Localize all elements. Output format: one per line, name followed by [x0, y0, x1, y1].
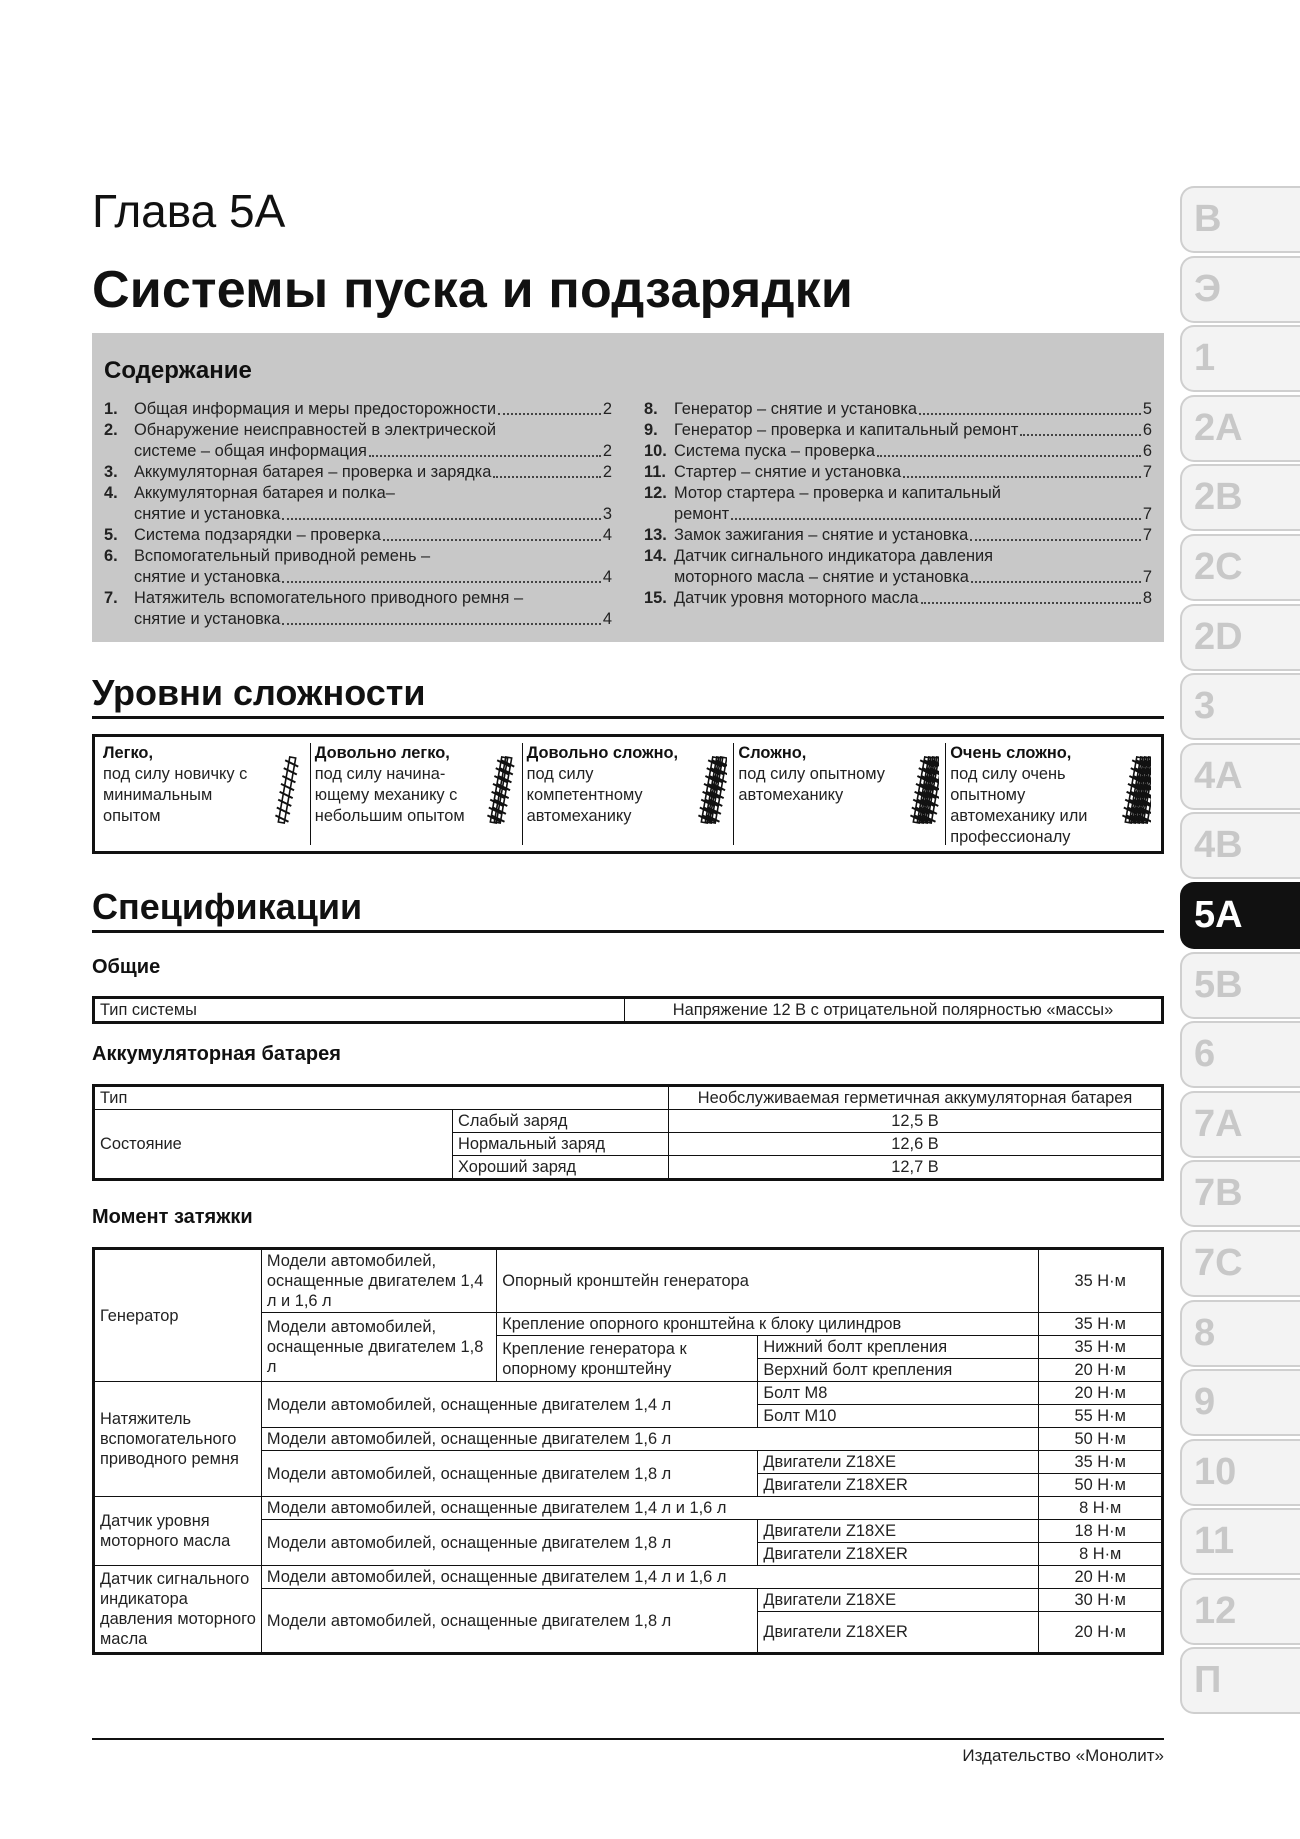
- toc-line-text: Мотор стартера – проверка и капитальный: [674, 484, 1001, 502]
- toc-line: [674, 588, 1152, 609]
- toc-line-text: Обнаружение неисправностей в электрической: [134, 421, 496, 439]
- toc-line: [674, 567, 1152, 588]
- toc-text: [134, 399, 612, 420]
- chapter-tab[interactable]: Э: [1180, 256, 1300, 323]
- toc-text: [674, 525, 1152, 546]
- wrench-icon: [270, 749, 304, 831]
- toc-line-text: системе – общая информация: [134, 442, 367, 460]
- difficulty-level: [523, 743, 735, 845]
- toc-text: [674, 441, 1152, 462]
- table-row: [94, 1249, 1163, 1313]
- specs-heading: Спецификации: [92, 886, 1164, 933]
- table-cell: Тип: [94, 1086, 669, 1110]
- toc-page-number: 8: [1142, 589, 1152, 607]
- toc-page-number: 4: [602, 610, 612, 628]
- toc-line: [134, 588, 612, 609]
- table-cell: 50 Н·м: [1039, 1428, 1163, 1451]
- table-cell: 12,7 В: [669, 1156, 1163, 1180]
- toc-line: [134, 462, 612, 483]
- toc-number: 6.: [104, 547, 118, 565]
- table-cell: Болт M10: [758, 1405, 1039, 1428]
- difficulty-name: Довольно сложно,: [526, 744, 679, 762]
- battery-table: [92, 1084, 1164, 1181]
- toc-item[interactable]: [644, 546, 1152, 588]
- toc-line: [134, 525, 612, 546]
- chapter-label: Глава 5A: [92, 185, 286, 237]
- toc-line-text: Аккумуляторная батарея – проверка и зарядка: [134, 463, 492, 481]
- table-row: [94, 1086, 1163, 1110]
- chapter-tab[interactable]: 1: [1180, 325, 1300, 392]
- table-cell: 55 Н·м: [1039, 1405, 1163, 1428]
- toc-line-text: снятие и установка: [134, 610, 281, 628]
- chapter-tab[interactable]: 3: [1180, 673, 1300, 740]
- toc-page-number: 7: [1142, 505, 1152, 523]
- chapter-tab[interactable]: 7B: [1180, 1160, 1300, 1227]
- difficulty-description: [315, 743, 485, 845]
- wrench-icon: [905, 749, 939, 831]
- toc-line: [674, 483, 1152, 504]
- toc-number: 12.: [644, 484, 667, 502]
- toc-number: 8.: [644, 400, 658, 418]
- toc-line-text: Аккумуляторная батарея и полка–: [134, 484, 395, 502]
- difficulty-description: [103, 743, 273, 845]
- chapter-tab[interactable]: 11: [1180, 1508, 1300, 1575]
- chapter-tab[interactable]: 12: [1180, 1578, 1300, 1645]
- table-cell: Датчик уровня моторного масла: [94, 1497, 262, 1566]
- table-cell: Модели автомобилей, оснащенные двигателем 1,8 л: [261, 1451, 758, 1497]
- toc-text: [674, 483, 1152, 525]
- toc-line: [674, 462, 1152, 483]
- toc-line-text: снятие и установка: [134, 505, 281, 523]
- table-cell: Верхний болт крепления: [758, 1359, 1039, 1382]
- toc-text: [134, 588, 612, 630]
- toc-text: [134, 525, 612, 546]
- difficulty-text: под силу начина-ющему механику с небольшим опытом: [314, 765, 465, 825]
- toc-line: [134, 609, 612, 630]
- toc-line-text: снятие и установка: [134, 568, 281, 586]
- toc-page-number: 5: [1142, 400, 1152, 418]
- wrench-icon: [482, 749, 516, 831]
- toc-line-text: Система пуска – проверка: [674, 442, 876, 460]
- toc-item[interactable]: [104, 399, 612, 420]
- table-cell: Тип системы: [94, 998, 625, 1023]
- toc-item[interactable]: [644, 525, 1152, 546]
- toc-line: [134, 483, 612, 504]
- table-cell: Нормальный заряд: [453, 1133, 669, 1156]
- difficulty-text: под силу новичку с минимальным опытом: [103, 765, 248, 825]
- table-cell: Модели автомобилей, оснащенные двигателем 1,8 л: [261, 1520, 758, 1566]
- difficulty-text: под силу очень опытному автомеханику или профессионалу: [950, 765, 1088, 846]
- difficulty-description: [950, 743, 1120, 845]
- toc-page-number: 6: [1142, 442, 1152, 460]
- toc-number: 4.: [104, 484, 118, 502]
- table-cell: 12,6 В: [669, 1133, 1163, 1156]
- difficulty-text: под силу опытному автомеханику: [738, 765, 885, 804]
- toc-line-text: Датчик уровня моторного масла: [674, 589, 919, 607]
- footer-divider: [92, 1738, 1164, 1740]
- chapter-tab[interactable]: 9: [1180, 1369, 1300, 1436]
- toc-text: [134, 546, 612, 588]
- table-cell: Модели автомобилей, оснащенные двигателем 1,6 л: [261, 1428, 1039, 1451]
- toc-page-number: 7: [1142, 526, 1152, 544]
- toc-page-number: 3: [602, 505, 612, 523]
- toc-line: [674, 399, 1152, 420]
- table-cell: Двигатели Z18XE: [758, 1451, 1039, 1474]
- table-cell: 20 Н·м: [1039, 1566, 1163, 1589]
- chapter-tab[interactable]: 10: [1180, 1439, 1300, 1506]
- toc-item[interactable]: [644, 588, 1152, 609]
- table-cell: 30 Н·м: [1039, 1589, 1163, 1612]
- toc-line: [674, 420, 1152, 441]
- toc-number: 10.: [644, 442, 667, 460]
- table-cell: Двигатели Z18XER: [758, 1543, 1039, 1566]
- difficulty-level: [311, 743, 523, 845]
- toc-text: [134, 483, 612, 525]
- toc-number: 9.: [644, 421, 658, 439]
- table-cell: Модели автомобилей, оснащенные двигателем 1,8 л: [261, 1589, 758, 1654]
- table-cell: Хороший заряд: [453, 1156, 669, 1180]
- toc-item[interactable]: [104, 546, 612, 588]
- toc-line-text: Вспомогательный приводной ремень –: [134, 547, 431, 565]
- table-row: [94, 1110, 1163, 1133]
- table-cell: Крепление генератора к опорному кронштейну: [497, 1336, 758, 1382]
- difficulty-name: Сложно,: [738, 744, 807, 762]
- toc-line: [134, 420, 612, 441]
- toc-left-column: [104, 399, 612, 630]
- table-cell: Модели автомобилей, оснащенные двигателем 1,4 л и 1,6 л: [261, 1566, 1039, 1589]
- toc-text: [134, 462, 612, 483]
- table-cell: 20 Н·м: [1039, 1382, 1163, 1405]
- toc-leader-dots: [971, 567, 1141, 583]
- table-cell: 35 Н·м: [1039, 1451, 1163, 1474]
- table-cell: 18 Н·м: [1039, 1520, 1163, 1543]
- toc-leader-dots: [731, 504, 1141, 520]
- chapter-tab[interactable]: 5B: [1180, 952, 1300, 1019]
- difficulty-levels: [92, 734, 1164, 854]
- table-cell: 20 Н·м: [1039, 1612, 1163, 1654]
- toc-page-number: 7: [1142, 463, 1152, 481]
- toc-number: 11.: [644, 463, 666, 481]
- toc-item[interactable]: [104, 483, 612, 525]
- chapter-tab[interactable]: П: [1180, 1647, 1300, 1714]
- battery-subhead: Аккумуляторная батарея: [92, 1043, 341, 1065]
- table-cell: Нижний болт крепления: [758, 1336, 1039, 1359]
- toc-item[interactable]: [644, 462, 1152, 483]
- table-cell: 35 Н·м: [1039, 1249, 1163, 1313]
- toc-line: [134, 399, 612, 420]
- toc-text: [134, 420, 612, 462]
- toc-line: [134, 567, 612, 588]
- table-cell: Двигатели Z18XER: [758, 1612, 1039, 1654]
- toc-line-text: Генератор – проверка и капитальный ремонт: [674, 421, 1019, 439]
- table-cell: Болт M8: [758, 1382, 1039, 1405]
- toc-item[interactable]: [104, 420, 612, 462]
- toc-line-text: Стартер – снятие и установка: [674, 463, 902, 481]
- table-cell: 35 Н·м: [1039, 1336, 1163, 1359]
- chapter-tab[interactable]: 2A: [1180, 395, 1300, 462]
- difficulty-name: Легко,: [103, 744, 153, 762]
- toc-page-number: 6: [1142, 421, 1152, 439]
- toc-leader-dots: [921, 588, 1141, 604]
- toc-number: 15.: [644, 589, 667, 607]
- toc-item[interactable]: [644, 483, 1152, 525]
- chapter-tab[interactable]: 6: [1180, 1021, 1300, 1088]
- toc-page-number: 2: [602, 463, 612, 481]
- toc-line-text: Система подзарядки – проверка: [134, 526, 381, 544]
- toc-leader-dots: [493, 462, 601, 478]
- toc-page-number: 2: [602, 442, 612, 460]
- toc-item[interactable]: [104, 462, 612, 483]
- table-cell: Модели автомобилей, оснащенные двигателем 1,4 л и 1,6 л: [261, 1497, 1039, 1520]
- table-cell: Датчик сигнального индикатора давления моторного масла: [94, 1566, 262, 1654]
- toc-leader-dots: [1020, 420, 1140, 436]
- toc-line-text: Датчик сигнального индикатора давления: [674, 547, 994, 565]
- table-cell: Напряжение 12 В с отрицательной полярностью «массы»: [625, 998, 1163, 1023]
- torque-subhead: Момент затяжки: [92, 1206, 253, 1228]
- toc-leader-dots: [903, 462, 1141, 478]
- toc-text: [674, 399, 1152, 420]
- table-cell: Модели автомобилей, оснащенные двигателем 1,4 л: [261, 1382, 758, 1428]
- toc-leader-dots: [282, 609, 601, 625]
- toc-page-number: 7: [1142, 568, 1152, 586]
- difficulty-text: под силу компетентному автомеханику: [526, 765, 643, 825]
- toc-item[interactable]: [644, 420, 1152, 441]
- toc-text: [674, 420, 1152, 441]
- toc-number: 5.: [104, 526, 118, 544]
- toc-page-number: 4: [602, 568, 612, 586]
- toc-line: [674, 441, 1152, 462]
- table-row: [94, 1497, 1163, 1520]
- toc-leader-dots: [383, 525, 601, 541]
- toc-leader-dots: [970, 525, 1141, 541]
- wrench-icon: [693, 749, 727, 831]
- table-cell: Крепление опорного кронштейна к блоку цилиндров: [497, 1313, 1039, 1336]
- table-cell: Модели автомобилей, оснащенные двигателем 1,8 л: [261, 1313, 496, 1382]
- toc-line-text: Генератор – снятие и установка: [674, 400, 918, 418]
- toc-page-number: 4: [602, 526, 612, 544]
- toc-line: [674, 525, 1152, 546]
- table-cell: 12,5 В: [669, 1110, 1163, 1133]
- chapter-tab[interactable]: 4B: [1180, 812, 1300, 879]
- toc-line: [134, 546, 612, 567]
- table-cell: Двигатели Z18XER: [758, 1474, 1039, 1497]
- table-cell: Необслуживаемая герметичная аккумуляторная батарея: [669, 1086, 1163, 1110]
- toc-line: [674, 546, 1152, 567]
- chapter-tab[interactable]: 5A: [1180, 882, 1300, 949]
- toc: [104, 399, 1152, 630]
- toc-line-text: Натяжитель вспомогательного приводного ремня –: [134, 589, 524, 607]
- chapter-tab[interactable]: 8: [1180, 1300, 1300, 1367]
- table-cell: Натяжитель вспомогательного приводного ремня: [94, 1382, 262, 1497]
- table-row: [94, 1382, 1163, 1405]
- general-subhead: Общие: [92, 956, 161, 978]
- toc-number: 2.: [104, 421, 118, 439]
- table-cell: 50 Н·м: [1039, 1474, 1163, 1497]
- table-cell: 8 Н·м: [1039, 1497, 1163, 1520]
- difficulty-description: [527, 743, 697, 845]
- wrench-icon: [1117, 749, 1151, 831]
- general-table: [92, 996, 1164, 1024]
- toc-line-text: Общая информация и меры предосторожности: [134, 400, 497, 418]
- toc-number: 7.: [104, 589, 118, 607]
- toc-number: 1.: [104, 400, 118, 418]
- chapter-tab[interactable]: 7A: [1180, 1091, 1300, 1158]
- table-cell: Модели автомобилей, оснащенные двигателем 1,4 л и 1,6 л: [261, 1249, 496, 1313]
- toc-page-number: 2: [602, 400, 612, 418]
- toc-line: [134, 504, 612, 525]
- chapter-tab[interactable]: 4A: [1180, 743, 1300, 810]
- torque-table: [92, 1247, 1164, 1655]
- chapter-title: Системы пуска и подзарядки: [92, 261, 854, 319]
- difficulty-level: [946, 743, 1157, 845]
- table-cell: 8 Н·м: [1039, 1543, 1163, 1566]
- table-cell: Слабый заряд: [453, 1110, 669, 1133]
- table-row: [94, 998, 1163, 1023]
- chapter-tab[interactable]: 2C: [1180, 534, 1300, 601]
- toc-number: 14.: [644, 547, 667, 565]
- contents-title: Содержание: [104, 357, 252, 384]
- toc-item[interactable]: [104, 588, 612, 630]
- contents-box: [92, 333, 1164, 642]
- chapter-tab[interactable]: 7C: [1180, 1230, 1300, 1297]
- toc-leader-dots: [919, 399, 1141, 415]
- table-cell: Двигатели Z18XE: [758, 1589, 1039, 1612]
- toc-leader-dots: [282, 567, 601, 583]
- toc-item[interactable]: [104, 525, 612, 546]
- levels-heading: Уровни сложности: [92, 672, 1164, 719]
- toc-text: [674, 588, 1152, 609]
- difficulty-name: Довольно легко,: [314, 744, 450, 762]
- toc-right-column: [644, 399, 1152, 630]
- toc-number: 3.: [104, 463, 118, 481]
- toc-leader-dots: [282, 504, 601, 520]
- toc-line: [674, 504, 1152, 525]
- toc-item[interactable]: [644, 441, 1152, 462]
- difficulty-level: [734, 743, 946, 845]
- table-cell: 35 Н·м: [1039, 1313, 1163, 1336]
- difficulty-level: [99, 743, 311, 845]
- toc-line-text: моторного масла – снятие и установка: [674, 568, 969, 586]
- toc-line-text: Замок зажигания – снятие и установка: [674, 526, 969, 544]
- toc-text: [674, 546, 1152, 588]
- table-row: [94, 1566, 1163, 1589]
- toc-text: [674, 462, 1152, 483]
- toc-line: [134, 441, 612, 462]
- table-cell: Генератор: [94, 1249, 262, 1382]
- toc-leader-dots: [498, 399, 601, 415]
- chapter-tab[interactable]: 2B: [1180, 464, 1300, 531]
- publisher-footer: Издательство «Монолит»: [962, 1746, 1164, 1765]
- difficulty-name: Очень сложно,: [950, 744, 1072, 762]
- toc-item[interactable]: [644, 399, 1152, 420]
- table-cell: Двигатели Z18XE: [758, 1520, 1039, 1543]
- toc-leader-dots: [369, 441, 601, 457]
- toc-number: 13.: [644, 526, 667, 544]
- table-cell: Опорный кронштейн генератора: [497, 1249, 1039, 1313]
- table-cell: 20 Н·м: [1039, 1359, 1163, 1382]
- chapter-tab[interactable]: B: [1180, 186, 1300, 253]
- chapter-tabs: [1180, 186, 1300, 1717]
- toc-line-text: ремонт: [674, 505, 730, 523]
- toc-leader-dots: [877, 441, 1141, 457]
- table-cell: Состояние: [94, 1110, 453, 1180]
- difficulty-description: [738, 743, 908, 845]
- chapter-tab[interactable]: 2D: [1180, 604, 1300, 671]
